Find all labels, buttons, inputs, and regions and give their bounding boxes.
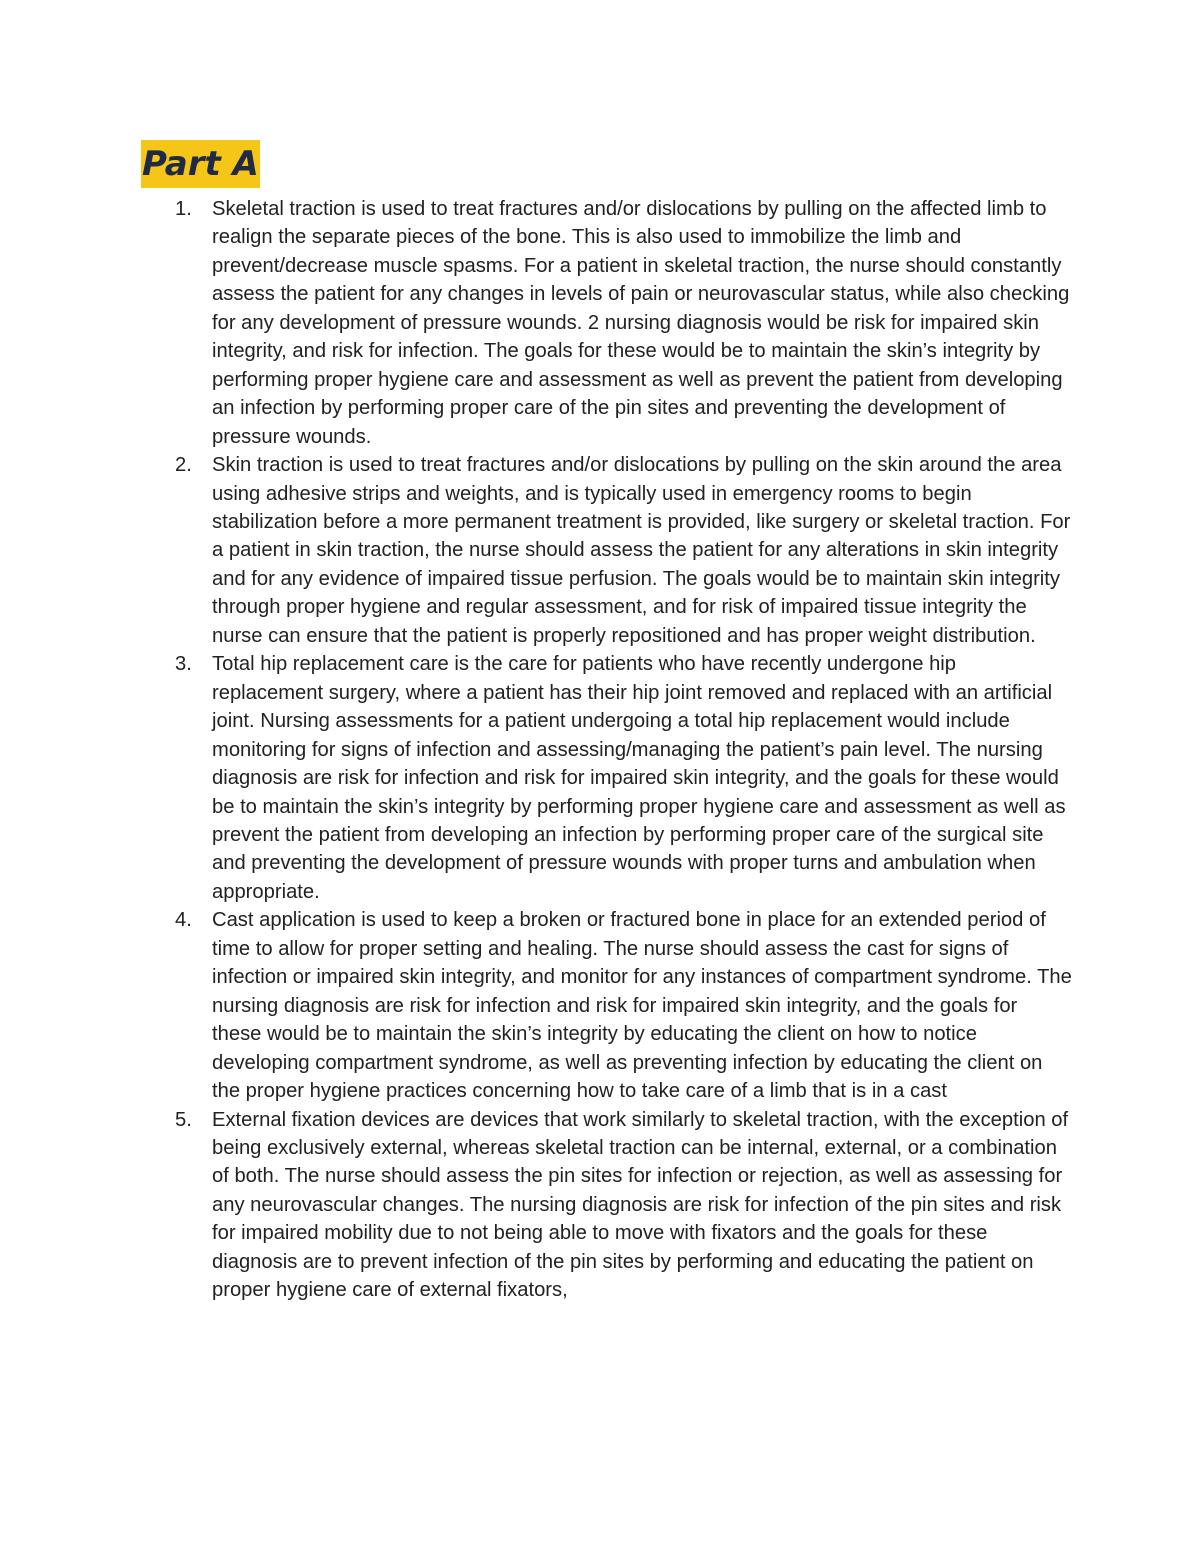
- list-item-text: Cast application is used to keep a broken or fractured bone in place for an extended period of time to allow for proper setting and healing. The nurse should assess the cast for signs of infection or impaired skin integrity, and monitor for any instances of compartment syndrome. The nursing diagnosis are risk for infection and risk for impaired skin integrity, and the goals for these would be to maintain the skin’s integrity by educating the client on how to notice developing compartment syndrome, as well as preventing infection by educating the client on the proper hygiene practices concerning how to take care of a limb that is in a cast: [212, 909, 1072, 1103]
- list-item-number: 3.: [175, 653, 192, 676]
- list-item-text: External fixation devices are devices that work similarly to skeletal traction, with the exception of being exclusively external, whereas skeletal traction can be internal, external, or a combination of both. The nurse should assess the pin sites for infection or rejection, as well as assessing for any neurovascular changes. The nursing diagnosis are risk for infection of the pin sites and risk for impaired mobility due to not being able to move with fixators and the goals for these diagnosis are to prevent infection of the pin sites by performing and educating the patient on proper hygiene care of external fixators,: [212, 1108, 1069, 1302]
- list-item: [175, 451, 1072, 650]
- list-item-number: 1.: [175, 198, 192, 220]
- list-item-text: Total hip replacement care is the care for patients who have recently undergone hip replacement surgery, where a patient has their hip joint removed and replaced with an artificial joint. Nursing assessments for a patient undergoing a total hip replacement would include monitoring for signs of infection and assessing/managing the patient’s pain level. The nursing diagnosis are risk for infection and risk for impaired skin integrity, and the goals for these would be to maintain the skin’s integrity by performing proper hygiene care and assessment as well as prevent the patient from developing an infection by performing proper care of the surgical site and preventing the development of pressure wounds with proper turns and ambulation when appropriate.: [212, 653, 1066, 903]
- list-item-number: 5.: [175, 1108, 192, 1131]
- list-item-text: Skin traction is used to treat fractures and/or dislocations by pulling on the skin around the area using adhesive strips and weights, and is typically used in emergency rooms to begin stabilization before a more permanent treatment is provided, like surgery or skeletal traction. For a patient in skin traction, the nurse should assess the patient for any alterations in skin integrity and for any evidence of impaired tissue perfusion. The goals would be to maintain skin integrity through proper hygiene and regular assessment, and for risk of impaired tissue integrity the nurse can ensure that the patient is properly repositioned and has proper weight distribution.: [212, 454, 1071, 647]
- list-item-text: Skeletal traction is used to treat fractures and/or dislocations by pulling on the affected limb to realign the separate pieces of the bone. This is also used to immobilize the limb and prevent/decrease muscle spasms. For a patient in skeletal traction, the nurse should constantly assess the patient for any changes in levels of pain or neurovascular status, while also checking for any development of pressure wounds. 2 nursing diagnosis would be risk for impaired skin integrity, and risk for infection. The goals for these would be to maintain the skin’s integrity by performing proper hygiene care and assessment as well as prevent the patient from developing an infection by performing proper care of the pin sites and preventing the development of pressure wounds.: [212, 198, 1070, 448]
- list-item: [175, 195, 1072, 451]
- list-item: [175, 650, 1072, 906]
- list-item: [175, 1106, 1072, 1305]
- list-item: [175, 906, 1072, 1105]
- list-item-number: 2.: [175, 454, 192, 477]
- list-item-number: 4.: [175, 909, 192, 932]
- section-heading: Part A: [141, 140, 260, 188]
- numbered-list: [175, 195, 1072, 1305]
